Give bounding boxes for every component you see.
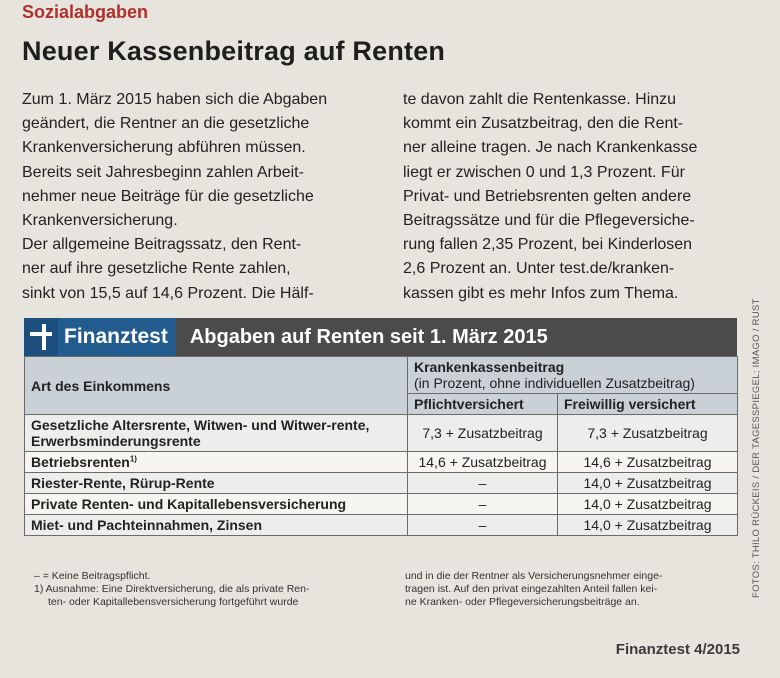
table-row	[25, 415, 738, 452]
table-title: Abgaben auf Renten seit 1. März 2015	[189, 325, 548, 348]
plus-cross-icon	[24, 318, 58, 356]
footnote-1-cont: ne Kranken- oder Pflegeversicherungsbeiträge an.	[405, 596, 640, 608]
mandatory-value: –	[408, 473, 558, 494]
footnote-1-cont: und in die der Rentner als Versicherungsnehmer einge-	[405, 570, 663, 582]
body-line: ner auf ihre gesetzliche Rente zahlen,	[22, 260, 291, 278]
body-line: Krankenversicherung.	[22, 212, 178, 230]
issue-label: Finanztest 4/2015	[615, 641, 740, 658]
finanztest-table-box	[24, 318, 737, 536]
header-income-type: Art des Einkommens	[25, 357, 408, 415]
mandatory-value: 7,3 + Zusatzbeitrag	[408, 415, 558, 452]
table-row	[25, 494, 738, 515]
body-line: Beitragssätze und für die Pflegeversiche-	[403, 212, 695, 230]
header-group-title: Krankenkassenbeitrag	[414, 359, 565, 375]
body-line: Krankenversicherung abführen müssen.	[22, 139, 306, 157]
mandatory-value: –	[408, 515, 558, 536]
finanztest-logo	[24, 318, 176, 356]
body-line: geändert, die Rentner an die gesetzliche	[22, 115, 310, 133]
brand-name: Finanztest	[64, 325, 168, 348]
header-group-subtitle: (in Prozent, ohne individuellen Zusatzbeitrag)	[414, 375, 695, 391]
article-body-column-2	[403, 88, 697, 306]
footnote-1-cont: tragen ist. Auf den privat eingezahlten Anteil fallen kei-	[405, 583, 658, 595]
header-mandatory: Pflichtversichert	[408, 394, 558, 415]
body-line: sinkt von 15,5 auf 14,6 Prozent. Die Hälf-	[22, 284, 314, 302]
footnotes-left	[34, 570, 394, 609]
header-health-insurance	[408, 357, 738, 394]
photo-credit: FOTOS: THILO RÜCKEIS / DER TAGESSPIEGEL; IMAGO / RUST	[751, 298, 762, 598]
voluntary-value: 14,0 + Zusatzbeitrag	[558, 494, 738, 515]
footnote-1: 1) Ausnahme: Eine Direktversicherung, die als private Ren-	[34, 583, 310, 595]
voluntary-value: 7,3 + Zusatzbeitrag	[558, 415, 738, 452]
body-line: ner alleine tragen. Je nach Krankenkasse	[403, 139, 698, 157]
body-line: Bereits seit Jahresbeginn zahlen Arbeit-	[22, 163, 304, 181]
row-label: Riester-Rente, Rürup-Rente	[25, 473, 408, 494]
body-line: kassen gibt es mehr Infos zum Thema.	[403, 284, 679, 302]
footnote-dash: – = Keine Beitragspflicht.	[34, 570, 151, 582]
row-label: Gesetzliche Altersrente, Witwen- und Witwer-rente, Erwerbsminderungsrente	[25, 415, 408, 452]
footnote-1-cont: ten- oder Kapitallebensversicherung fortgeführt wurde	[48, 596, 299, 608]
body-line: Der allgemeine Beitragssatz, den Rent-	[22, 236, 302, 254]
voluntary-value: 14,6 + Zusatzbeitrag	[558, 452, 738, 473]
body-line: 2,6 Prozent an. Unter test.de/kranken-	[403, 260, 675, 278]
body-line: nehmer neue Beiträge für die gesetzliche	[22, 187, 314, 205]
voluntary-value: 14,0 + Zusatzbeitrag	[558, 473, 738, 494]
body-line: Privat- und Betriebsrenten gelten andere	[403, 187, 692, 205]
table-row	[25, 515, 738, 536]
article-headline: Neuer Kassenbeitrag auf Renten	[22, 36, 446, 66]
body-line: rung fallen 2,35 Prozent, bei Kinderlosen	[403, 236, 693, 254]
row-label: Miet- und Pachteinnahmen, Zinsen	[25, 515, 408, 536]
table-row	[25, 473, 738, 494]
mandatory-value: –	[408, 494, 558, 515]
footnotes-right	[405, 570, 745, 609]
mandatory-value: 14,6 + Zusatzbeitrag	[408, 452, 558, 473]
article-body-column-1	[22, 88, 327, 306]
body-line: te davon zahlt die Rentenkasse. Hinzu	[403, 91, 677, 108]
table-banner	[24, 318, 737, 356]
row-label: Private Renten- und Kapitallebensversicherung	[25, 494, 408, 515]
table-row	[25, 452, 738, 473]
section-label: Sozialabgaben	[22, 2, 149, 22]
voluntary-value: 14,0 + Zusatzbeitrag	[558, 515, 738, 536]
row-label-text: Betriebsrenten	[31, 454, 130, 470]
contribution-table	[24, 356, 738, 536]
body-line: Zum 1. März 2015 haben sich die Abgaben	[22, 91, 328, 108]
footnote-mark: 1)	[129, 454, 137, 464]
body-line: kommt ein Zusatzbeitrag, den die Rent-	[403, 115, 684, 133]
body-line: liegt er zwischen 0 und 1,3 Prozent. Für	[403, 163, 685, 181]
header-voluntary: Freiwillig versichert	[558, 394, 738, 415]
row-label	[25, 452, 408, 473]
